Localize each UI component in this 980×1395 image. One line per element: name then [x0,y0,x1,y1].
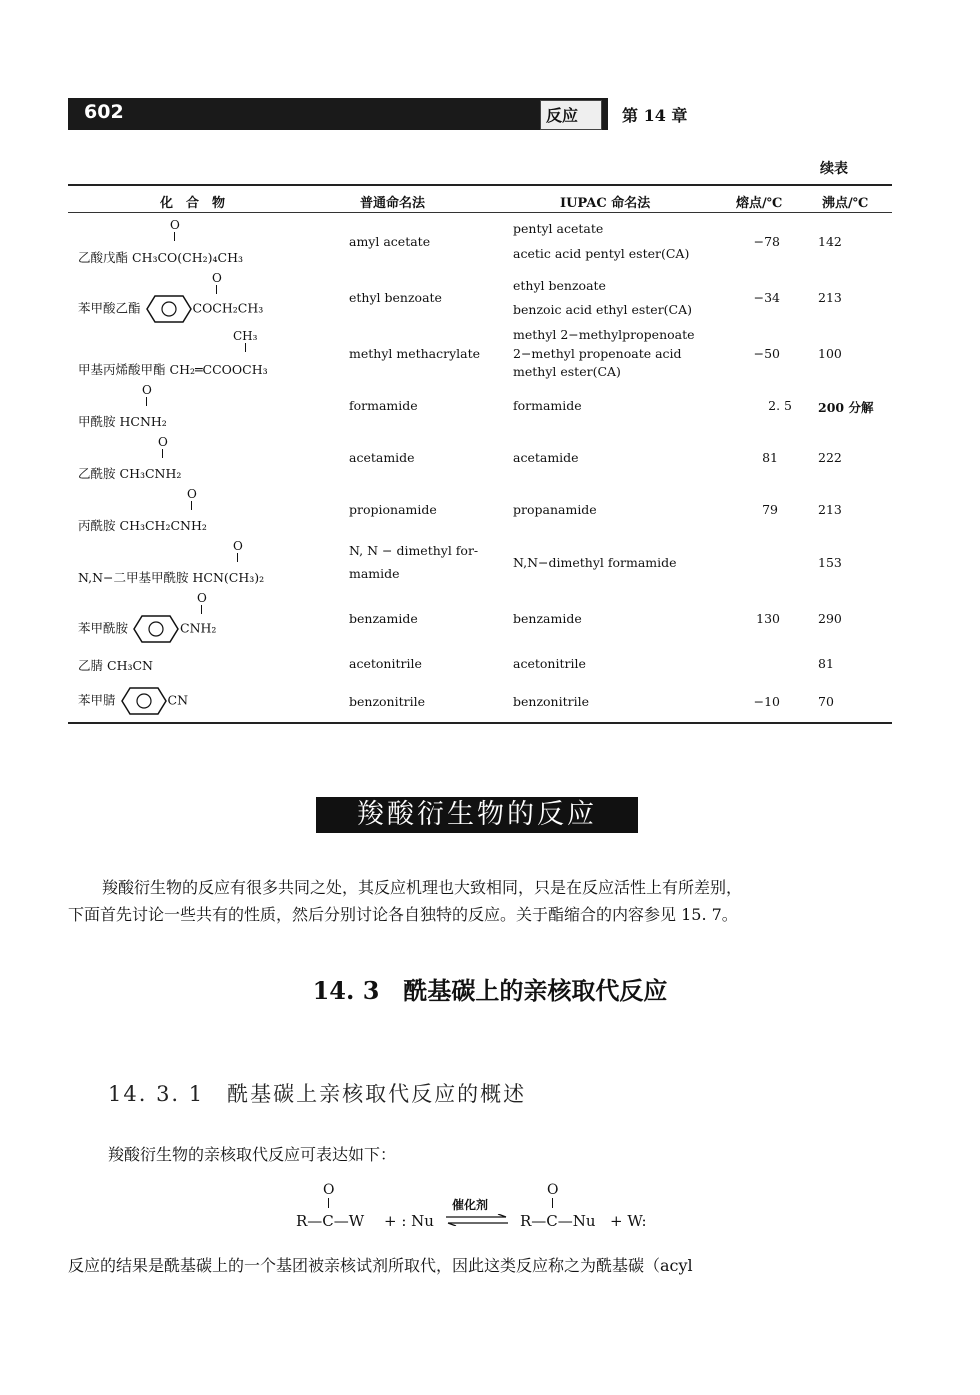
iupac-name: formamide [513,398,582,413]
melting-point: 130 [756,611,780,626]
table-row: 乙腈 CH₃CN [78,658,153,673]
catalyst-label: 催化剂 [452,1198,489,1212]
reactant: R—C—W [296,1212,365,1230]
carbonyl-o: O [142,384,152,408]
table-row: 苯甲酰胺 CNH₂ [78,614,216,644]
boiling-point: 100 [818,346,842,361]
benzene-ring-icon [132,614,180,644]
carbonyl-o: O [233,540,243,564]
common-name: benzonitrile [349,694,426,709]
table-row: N,N−二甲基甲酰胺 HCN(CH₃)₂ [78,570,265,585]
iupac-name: 2−methyl propenoate acid [513,346,682,361]
iupac-name: benzamide [513,611,582,626]
iupac-name: methyl ester(CA) [513,364,621,379]
iupac-name: benzoic acid ethyl ester(CA) [513,302,693,317]
carbonyl-o: O [170,219,180,243]
boiling-point: 70 [818,694,834,709]
carbonyl-o: O [158,436,168,460]
continued-label: 续表 [820,161,848,177]
equilibrium-arrow-icon [446,1214,508,1226]
iupac-name: benzonitrile [513,694,590,709]
iupac-name: N,N−dimethyl formamide [513,555,677,570]
col-header-common: 普通命名法 [360,196,426,211]
nucleophile: + : Nu [384,1212,434,1230]
common-name: acetonitrile [349,656,422,671]
col-header-mp: 熔点/℃ [736,196,783,211]
melting-point: −50 [753,346,780,361]
melting-point: 2. 5 [768,398,792,413]
boiling-point: 213 [818,290,842,305]
leaving-group: + W: [610,1212,647,1230]
common-name: acetamide [349,450,415,465]
table-bottom-rule [68,722,892,724]
carbonyl-o: O [197,592,207,616]
melting-point: −10 [753,694,780,709]
boiling-point: 222 [818,450,842,465]
table-row: 苯甲腈 CN [78,686,188,716]
table-row: 丙酰胺 CH₃CH₂CNH₂ [78,518,207,533]
product: R—C—Nu [520,1212,596,1230]
common-name: formamide [349,398,418,413]
section-banner: 羧酸衍生物的反应 [316,797,638,833]
iupac-name: methyl 2−methylpropenoate [513,327,695,342]
boiling-point: 142 [818,234,842,249]
boiling-point: 213 [818,502,842,517]
table-header-rule [68,212,892,213]
benzene-ring-icon [145,294,193,324]
col-header-bp: 沸点/℃ [822,196,869,211]
common-name: ethyl benzoate [349,290,442,305]
chapter-label: 第 14 章 [622,106,688,125]
common-name: benzamide [349,611,418,626]
melting-point: −78 [753,234,780,249]
section-heading: 14. 3 酰基碳上的亲核取代反应 [312,976,668,1005]
boiling-point: 153 [818,555,842,570]
page-number: 602 [84,101,124,123]
iupac-name: propanamide [513,502,597,517]
reactant-carbonyl-o: O [323,1183,334,1211]
table-row: 甲基丙烯酸甲酯 CH₂═CCOOCH₃ [78,362,268,377]
common-name: amyl acetate [349,234,431,249]
equation-intro: 羧酸衍生物的亲核取代反应可表达如下： [108,1145,397,1164]
iupac-name: acetic acid pentyl ester(CA) [513,246,690,261]
methyl-branch: CH₃ [233,330,257,354]
intro-line-2: 下面首先讨论一些共有的性质，然后分别讨论各自独特的反应。关于酯缩合的内容参见 15. 7。 [68,905,738,924]
table-row: 甲酰胺 HCNH₂ [78,414,167,429]
part-title: 反应 [546,106,579,125]
common-name: propionamide [349,502,437,517]
melting-point: 81 [762,450,778,465]
iupac-name: ethyl benzoate [513,278,606,293]
table-row: 乙酸戊酯 CH₃CO(CH₂)₄CH₃ [78,250,244,265]
iupac-name: pentyl acetate [513,221,604,236]
iupac-name: acetamide [513,450,579,465]
boiling-point: 290 [818,611,842,626]
col-header-iupac: IUPAC 命名法 [560,196,651,211]
product-carbonyl-o: O [547,1183,558,1211]
iupac-name: acetonitrile [513,656,586,671]
header-bar [68,98,608,130]
melting-point: 79 [762,502,778,517]
common-name: mamide [349,566,400,581]
table-row: 乙酰胺 CH₃CNH₂ [78,466,182,481]
boiling-point: 200 分解 [818,400,874,415]
intro-line-1: 羧酸衍生物的反应有很多共同之处，其反应机理也大致相同，只是在反应活性上有所差别， [102,878,743,897]
common-name: N, N − dimethyl for- [349,543,479,558]
common-name: methyl methacrylate [349,346,481,361]
melting-point: −34 [753,290,780,305]
col-header-compound: 化 合 物 [160,196,226,211]
table-top-rule [68,184,892,186]
boiling-point: 81 [818,656,834,671]
result-text: 反应的结果是酰基碳上的一个基团被亲核试剂所取代，因此这类反应称之为酰基碳（acyl [68,1256,693,1275]
carbonyl-o: O [212,272,222,296]
carbonyl-o: O [187,488,197,512]
table-row: 苯甲酸乙酯 COCH₂CH₃ [78,294,263,324]
subsection-heading: 14. 3. 1 酰基碳上亲核取代反应的概述 [108,1082,527,1106]
benzene-ring-icon [120,686,168,716]
